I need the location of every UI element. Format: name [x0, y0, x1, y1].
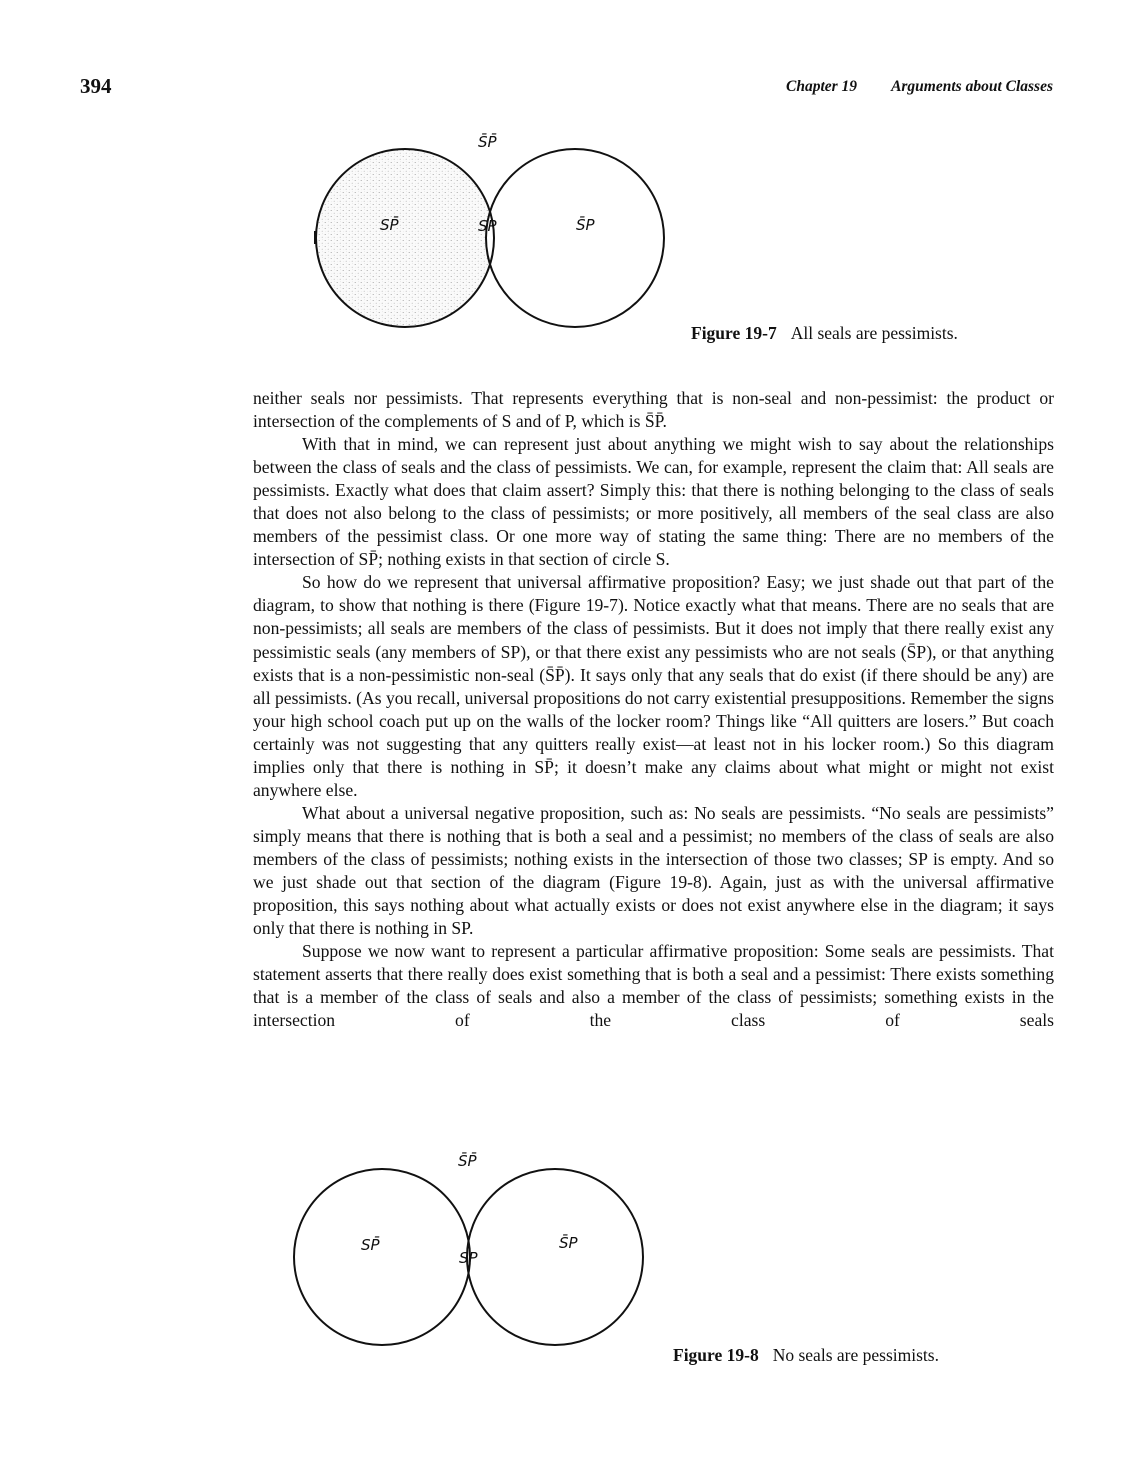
label-s-and-p: SP	[478, 217, 497, 235]
chapter-title: Arguments about Classes	[891, 78, 1053, 95]
circle-p	[467, 1169, 643, 1345]
paragraph: With that in mind, we can represent just about anything we might wish to say about the relationships between the class of seals and the class of pessimists. We can, for example, represent the claim that: All seals are pessimists. Exactly what does that claim assert? Simply this: that there is nothing belonging to the class of seals that does not also belong to the class of pessimists; or more positively, all members of the seal class are also members of the pessimist class. Or one more way of stating the same thing: There are no members of the intersection of SP̄; nothing exists in that section of circle S.	[253, 434, 1054, 570]
running-head	[786, 78, 1053, 96]
label-not-s-p: S̄P	[576, 216, 595, 234]
body-text	[253, 387, 1054, 1032]
paragraph: So how do we represent that universal affirmative proposition? Easy; we just shade out that part of the diagram, to show that nothing is there (Figure 19-7). Notice exactly what that means. There are no seals that are non-pessimists; all seals are members of the class of pessimists. But it does not imply that there really exist any pessimistic seals (any members of SP), or that there exist any pessimists who are not seals (S̄P), or that anything exists that is a non-pessimistic non-seal (S̄P̄). It says only that any seals that do exist (if there should be any) are all pessimists. (As you recall, universal propositions do not carry existential presuppositions. Remember the signs your high school coach put up on the walls of the locker room? Things like “All quitters are losers.” But coach certainly was not suggesting that any quitters really exist—at least not in his locker room.) So this diagram implies only that there is nothing in SP̄; it doesn’t make any claims about what might or might not exist anywhere else.	[253, 572, 1054, 800]
chapter-label: Chapter 19	[786, 78, 858, 95]
figure-caption-19-8	[673, 1345, 939, 1366]
paragraph: What about a universal negative proposition, such as: No seals are pessimists. “No seals are pessimists” simply means that there is nothing that is both a seal and a pessimist; no members of the class of seals are also members of the class of pessimists; nothing exists in the intersection of those two classes; SP is empty. And so we just shade out that section of the diagram (Figure 19-8). Again, just as with the universal affirmative proposition, this says nothing about what actually exists or does not exist anywhere else in the diagram; it says only that there is nothing in SP.	[253, 802, 1054, 939]
circle-s	[294, 1169, 470, 1345]
page-number: 394	[80, 74, 112, 98]
shaded-region-s-not-p	[300, 125, 680, 355]
figure-number: Figure 19-8	[673, 1345, 759, 1365]
venn-diagram-figure-19-8	[280, 1142, 660, 1372]
label-not-s-not-p: S̄P̄	[458, 1152, 477, 1170]
tick-mark	[314, 231, 317, 244]
label-not-s-p: S̄P	[559, 1234, 578, 1252]
figure-caption-text: All seals are pessimists.	[790, 323, 958, 343]
label-s-and-p: SP	[459, 1249, 478, 1267]
venn-diagram-figure-19-7	[300, 125, 680, 355]
label-not-s-not-p: S̄P̄	[478, 133, 497, 151]
paragraph: neither seals nor pessimists. That represents everything that is non-seal and non-pessimist: the product or intersection of the complements of S and of P, which is S̄P̄.	[253, 388, 1054, 432]
figure-number: Figure 19-7	[691, 323, 777, 343]
label-s-not-p: SP̄	[380, 216, 399, 234]
label-s-not-p: SP̄	[361, 1236, 380, 1254]
figure-caption-text: No seals are pessimists.	[772, 1345, 939, 1365]
paragraph: Suppose we now want to represent a particular affirmative proposition: Some seals are pessimists. That statement asserts that there really does exist something that is both a seal and a pessimist: There exists something that is a member of the class of seals and also a member of the class of pessimists; something exists in the intersection of the class of seals	[253, 941, 1054, 1031]
figure-caption-19-7	[691, 323, 958, 344]
